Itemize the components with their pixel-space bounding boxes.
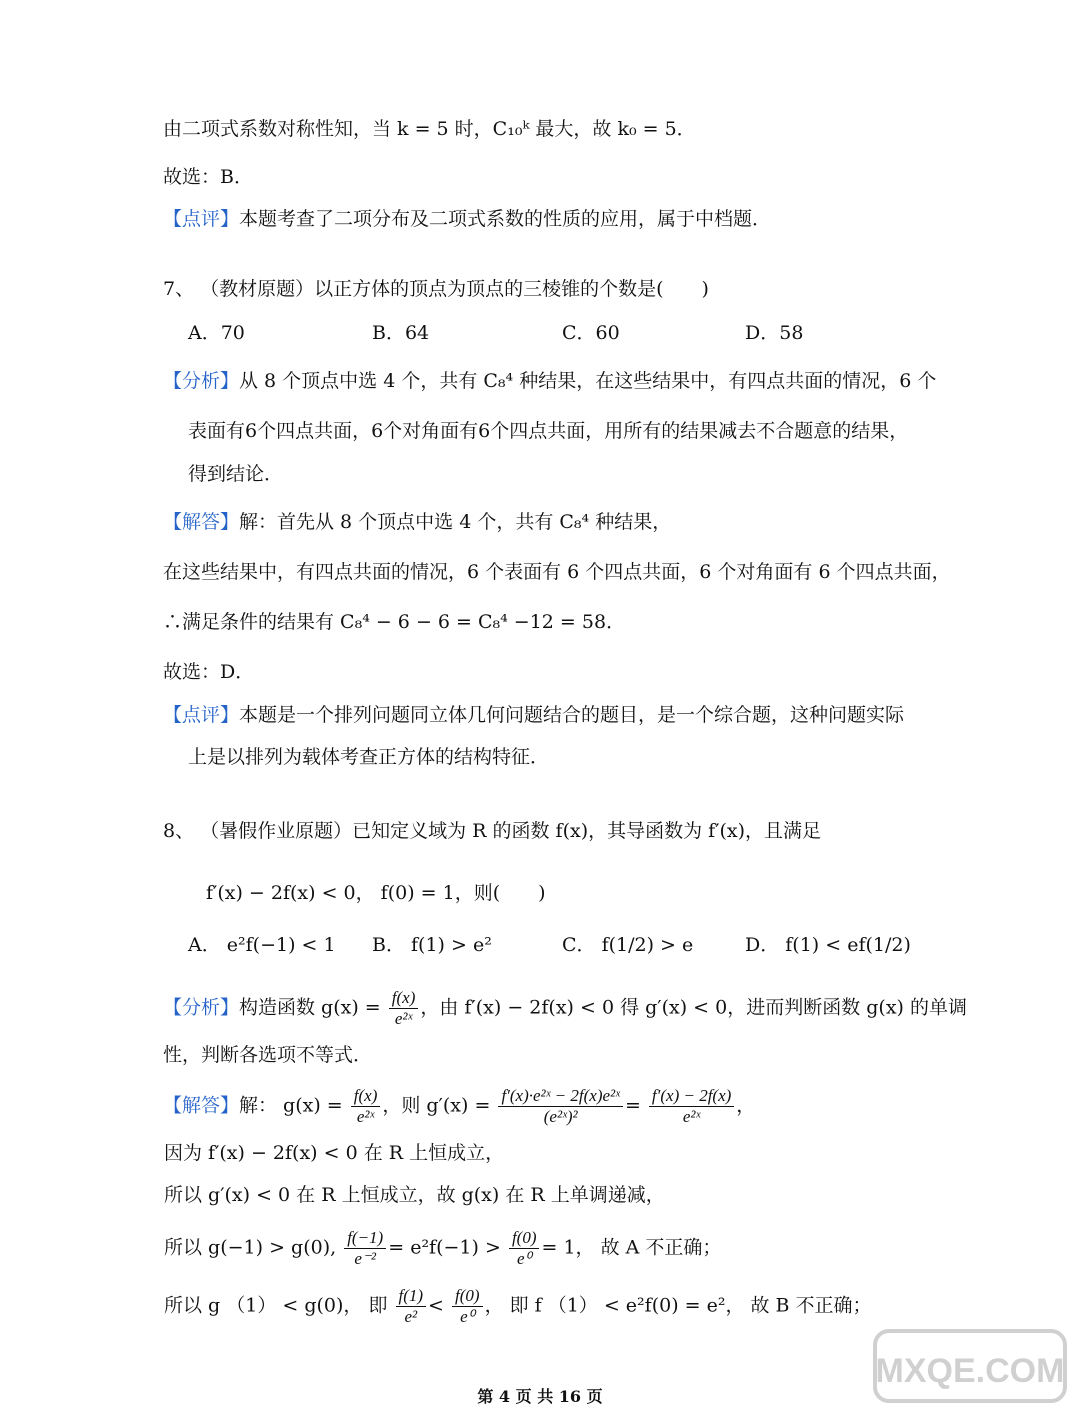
analysis-text: 构造函数 g(x) = [239,996,381,1019]
numerator: f′(x)·e²ˣ − 2f(x)e²ˣ [498,1086,623,1107]
review-6 [163,206,771,232]
review-7-line2: 上是以排列为载体考查正方体的结构特征． [188,746,550,768]
fraction-fm1 [344,1228,386,1269]
analysis-8 [163,988,967,1029]
review-text: 本题考查了二项分布及二项式系数的性质的应用，属于中档题． [239,208,772,230]
line-choice-b: 故选：B． [163,166,253,188]
numerator: f(−1) [344,1228,386,1249]
solution-text-cont: ，则 g′(x) = [382,1094,491,1117]
question-8-line2: f′(x) − 2f(x) < 0， f(0) = 1，则( ) [206,882,546,904]
analysis-7-line3: 得到结论． [188,463,284,485]
review-text: 本题是一个排列问题同立体几何问题结合的题目，是一个综合题，这种问题实际 [239,704,905,726]
page-footer: 第 4 页 共 16 页 [477,1387,603,1406]
numerator: f(0) [509,1228,540,1249]
q7-option-d: D．58 [745,322,804,344]
line-symmetry: 由二项式系数对称性知，当 k = 5 时，C₁₀ᵏ 最大，故 k₀ = 5． [163,118,696,140]
analysis-tag: 【分析】 [163,996,240,1019]
denominator: e²ˣ [682,1107,701,1126]
analysis-text-cont: ，由 f′(x) − 2f(x) < 0 得 g′(x) < 0，进而判断函数 g(x) 的单调 [420,996,967,1019]
denominator: e²ˣ [394,1009,413,1028]
solution-7-line2: 在这些结果中，有四点共面的情况，6 个表面有 6 个四点共面，6 个对角面有 6 个四点共面， [163,561,951,583]
analysis-text: 从 8 个顶点中选 4 个，共有 C₈⁴ 种结果，在这些结果中，有四点共面的情况，6 个 [239,370,937,392]
fraction-gprime-simplified [649,1086,734,1127]
solution-8-line2: 因为 f′(x) − 2f(x) < 0 在 R 上恒成立， [164,1142,505,1164]
q7-option-a: A．70 [188,322,245,344]
numerator: f(x) [351,1086,381,1107]
q8-option-a: A． e²f(−1) < 1 [188,934,336,956]
analysis-tag: 【分析】 [163,370,240,392]
watermark-text: MXQE.COM [875,1352,1065,1390]
analysis-8-line2: 性，判断各选项不等式． [163,1044,373,1066]
text: = e²f(−1) > [388,1236,501,1259]
denominator: (e²ˣ)² [543,1107,578,1126]
question-7: 7、 （教材原题）以正方体的顶点为顶点的三棱锥的个数是( ) [163,278,709,300]
comma: ， [736,1094,756,1117]
denominator: e² [404,1307,418,1326]
solution-tag: 【解答】 [163,511,240,533]
numerator: f(0) [452,1286,483,1307]
review-7 [163,702,904,728]
solution-8-line3: 所以 g′(x) < 0 在 R 上恒成立，故 g(x) 在 R 上单调递减， [164,1184,665,1206]
denominator: e⁰ [460,1307,475,1326]
fraction-f0e0 [509,1228,540,1269]
q7-option-b: B．64 [372,322,430,344]
fraction-gprime [498,1086,623,1127]
numerator: f′(x) − 2f(x) [649,1086,734,1107]
text: 所以 g （1） < g(0)， 即 [164,1294,388,1317]
analysis-7 [163,368,936,394]
fraction-fx-e2x [389,988,419,1029]
question-8: 8、 （暑假作业原题）已知定义域为 R 的函数 f(x)，其导函数为 f′(x)，且满足 [163,820,822,842]
numerator: f(x) [389,988,419,1009]
review-tag: 【点评】 [163,704,240,726]
solution-8-line4 [164,1228,721,1269]
text: ， 即 f （1） < e²f(0) = e²， 故 B 不正确； [484,1294,872,1317]
q8-option-b: B． f(1) > e² [372,934,492,956]
denominator: e⁻² [354,1249,377,1268]
solution-text: 解：首先从 8 个顶点中选 4 个，共有 C₈⁴ 种结果， [239,511,672,533]
analysis-7-line2: 表面有6个四点共面，6个对角面有6个四点共面，用所有的结果减去不合题意的结果， [188,420,909,442]
text: 所以 g(−1) > g(0), [164,1236,337,1259]
solution-7-line4: 故选：D． [163,661,255,683]
text: = 1， 故 A 不正确； [541,1236,722,1259]
numerator: f(1) [396,1286,427,1307]
denominator: e⁰ [517,1249,532,1268]
solution-7-line3: ∴满足条件的结果有 C₈⁴ − 6 − 6 = C₈⁴ −12 = 58． [163,611,626,633]
review-tag: 【点评】 [163,208,240,230]
fraction-f0e0 [452,1286,483,1327]
text: < [428,1294,444,1317]
solution-tag: 【解答】 [163,1094,240,1117]
solution-7 [163,509,671,535]
q8-option-d: D． f(1) < ef(1/2) [745,934,911,956]
fraction-f1e2 [396,1286,427,1327]
solution-8-line5 [164,1286,872,1327]
solution-text: 解： g(x) = [239,1094,343,1117]
fraction-fx-e2x [351,1086,381,1127]
solution-8 [163,1086,755,1127]
denominator: e²ˣ [356,1107,375,1126]
q8-option-c: C． f(1/2) > e [562,934,694,956]
q7-option-c: C．60 [562,322,620,344]
equals-sign: = [624,1094,641,1117]
